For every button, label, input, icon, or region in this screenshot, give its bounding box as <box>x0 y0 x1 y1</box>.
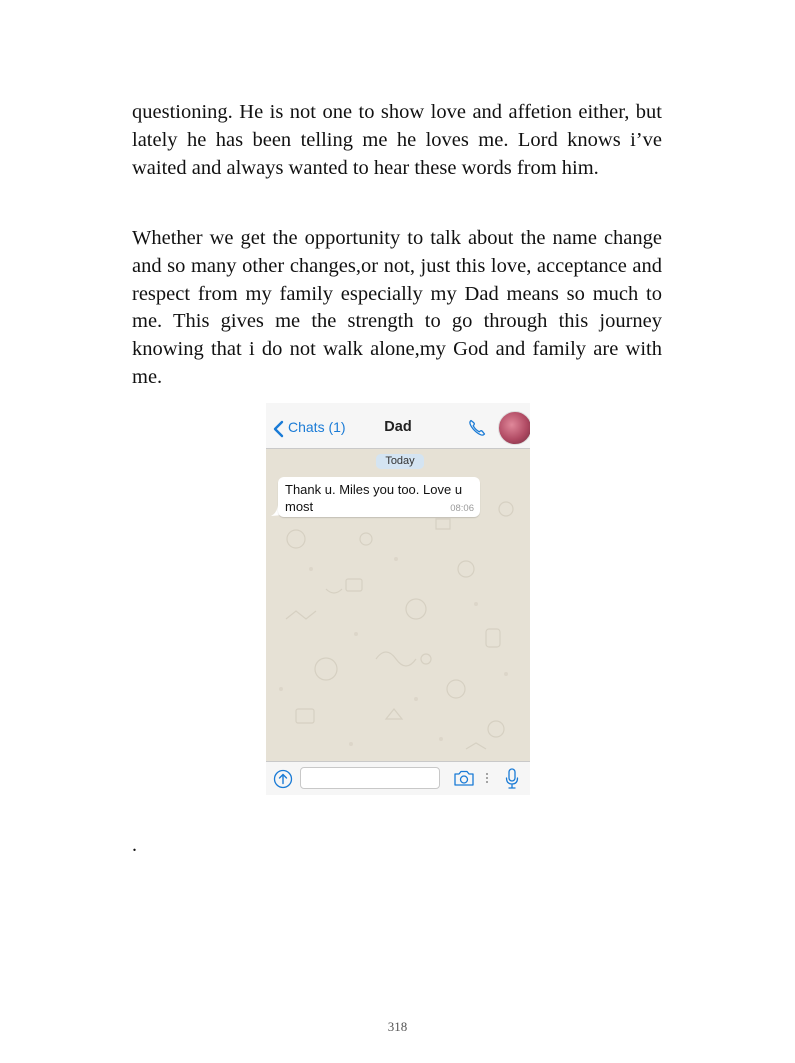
dots-icon <box>485 771 489 785</box>
body-paragraph: questioning. He is not one to show love and affetion either, but lately he has been telling me he loves me. Lord knows i’ve waited and always wanted to hear these words from him. <box>132 101 662 179</box>
camera-icon[interactable] <box>453 769 475 787</box>
phone-icon[interactable] <box>467 418 487 438</box>
chat-screenshot <box>266 403 530 795</box>
contact-name: Dad <box>384 419 412 435</box>
body-paragraph: Whether we get the opportunity to talk about the name change and so many other changes,or not, just this love, acceptance and respect from my family especially my Dad means so much to me. This gives me the strength to go through this journey knowing that i do not walk alone,my God and family are with me. <box>132 227 662 388</box>
avatar[interactable] <box>498 411 530 445</box>
page-number: 318 <box>387 1019 408 1034</box>
message-input[interactable] <box>300 767 440 789</box>
message-input-bar <box>266 761 530 795</box>
trailing-dot: . <box>132 834 137 856</box>
date-separator: Today <box>376 454 424 469</box>
back-button[interactable]: Chats (1) <box>288 419 346 435</box>
upload-icon[interactable] <box>273 769 293 789</box>
message-text: Thank u. Miles you too. Love u most <box>285 482 463 514</box>
chat-header <box>266 408 530 449</box>
message-timestamp: 08:06 <box>450 503 474 514</box>
message-bubble[interactable] <box>278 477 480 517</box>
microphone-icon[interactable] <box>504 767 520 791</box>
